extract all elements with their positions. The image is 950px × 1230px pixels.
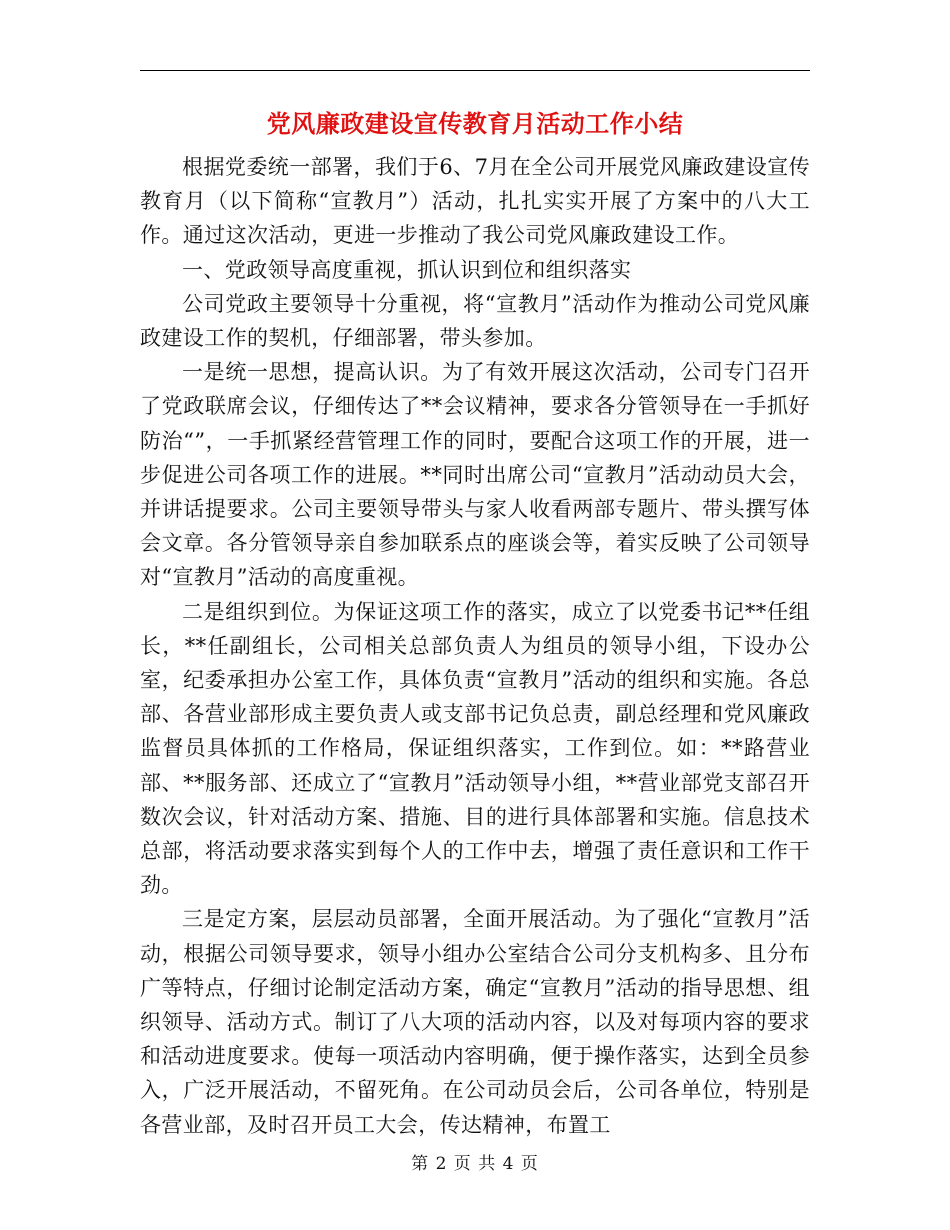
paragraph-point-3: 三是定方案，层层动员部署，全面开展活动。为了强化“宣教月”活动，根据公司领导要求，领导小组办公室结合公司分支机构多、且分布广等特点，仔细讨论制定活动方案，确定“宣教月”活动的指导思想、组织领导、活动方式。制订了八大项的活动内容，以及对每项内容的要求和活动进度要求。使每一项活动内容明确，便于操作落实，达到全员参入，广泛开展活动，不留死角。在公司动员会后，公司各单位，特别是各营业部，及时召开员工大会，传达精神，布置工 <box>140 907 810 1137</box>
paragraph-leadership: 公司党政主要领导十分重视，将“宣教月”活动作为推动公司党风廉政建设工作的契机，仔细部署，带头参加。 <box>140 291 810 351</box>
paragraph-point-1: 一是统一思想，提高认识。为了有效开展这次活动，公司专门召开了党政联席会议，仔细传达了**会议精神，要求各分管领导在一手抓好防治“”，一手抓紧经营管理工作的同时，要配合这项工作的开展，进一步促进公司各项工作的进展。**同时出席公司“宣教月”活动动员大会，并讲话提要求。公司主要领导带头与家人收看两部专题片、带头撰写体会文章。各分管领导亲自参加联系点的座谈会等，着实反映了公司领导对“宣教月”活动的高度重视。 <box>140 360 810 590</box>
page-number-footer: 第 2 页 共 4 页 <box>411 1154 539 1174</box>
document-title: 党风廉政建设宣传教育月活动工作小结 <box>266 109 684 138</box>
section-heading-1: 一、党政领导高度重视，抓认识到位和组织落实 <box>182 257 632 282</box>
paragraph-intro: 根据党委统一部署，我们于6、7月在全公司开展党风廉政建设宣传教育月（以下简称“宣教月”）活动，扎扎实实开展了方案中的八大工作。通过这次活动，更进一步推动了我公司党风廉政建设工作。 <box>140 155 810 248</box>
header-rule <box>140 70 810 71</box>
document-body <box>140 150 810 1142</box>
paragraph-point-2: 二是组织到位。为保证这项工作的落实，成立了以党委书记**任组长，**任副组长，公司相关总部负责人为组员的领导小组，下设办公室，纪委承担办公室工作，具体负责“宣教月”活动的组织和实施。各总部、各营业部形成主要负责人或支部书记负总责，副总经理和党风廉政监督员具体抓的工作格局，保证组织落实，工作到位。如：**路营业部、**服务部、还成立了“宣教月”活动领导小组，**营业部党支部召开数次会议，针对活动方案、措施、目的进行具体部署和实施。信息技术总部，将活动要求落实到每个人的工作中去，增强了责任意识和工作干劲。 <box>140 599 810 898</box>
